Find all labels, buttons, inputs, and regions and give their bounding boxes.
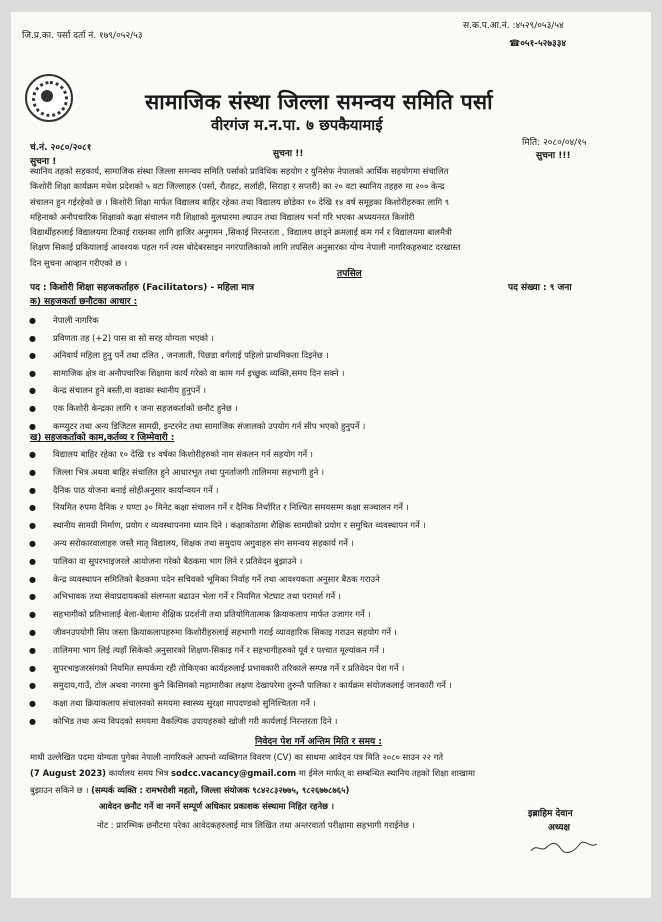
list-item: ● कम्प्युटर तथा अन्य डिजिटल सामग्री, इन्टरनेट तथा सामाजिक संजालको उपयोग गर्न सीप भएको हुनुपर्ने । [25,418,365,436]
notice-left-heading: सुचना ! [30,157,57,167]
list-item: ● समुदाय,गाउँ, टोल अथवा नगरमा कुनै किसिमको महामारीका लक्षण देखापरेमा तुरुन्तै पालिका र कार्यक्रम संयोजकलाई जानकारी गर्ने । [25,677,452,695]
fiscal-year: चं.नं. २०८०/२०८१ [30,143,92,153]
intro-line: विद्यार्थीहरुलाई विद्यालयमा टिकाई राख्नका लागि हाजिर अनुगमन ,सिकाई निरन्तरता , विद्यालय छाड्ने क्रमलाई कम गर्न र विद्यालयमा बालमैत्री [30,227,452,238]
responsibility-list [25,446,452,731]
notice-page [11,12,651,898]
list-item: ● जिल्ला भित्र अथवा बाहिर संचालित हुने आधारभूत तथा पुनर्ताजगी तालिममा सहभागी हुने । [25,464,452,482]
intro-line: दिन सुचना आव्हान गरीएको छ । [30,257,128,268]
intro-line: महिनाको अनौपचारिक शिक्षाको कक्षा संचालन गरी शिक्षाको मुलधारमा ल्याउन तथा विद्यालय भर्ना गरि भएका अध्ययनरत किशोरी [30,211,415,222]
list-item: ● कोभिड तथा अन्य विपदको समयमा वैकल्पिक उपायहरुको खोजी गरी कार्यलाई निरन्तरता दिने । [25,713,452,731]
post-title: पद : किशोरी शिक्षा सहजकर्ताहरु (Facilitators) - महिला मात्र [30,283,255,293]
notice-center-heading: सुचना !! [273,149,304,159]
closing-line-3 [30,785,349,796]
list-item: ● पालिका वा सुपरभाइजरले आयोजना गरेको बैठकमा भाग लिने र प्रतिवेदन बुझाउने । [25,553,452,571]
logo-center [41,90,53,102]
phone-number: ☎०५१-५२७३३४ [509,39,567,49]
tapasil-heading: तपसिल [337,269,362,279]
post-count: पद संख्या : ९ जना [508,283,572,293]
list-item: ● स्थानीय सामग्री निर्माण, प्रयोग र व्यवस्थापनमा ध्यान दिने । कक्षाकोठामा शैक्षिक सामग्रीको प्रयोग र समुचित व्यवस्थापन गर्ने । [25,517,452,535]
signer-title: अध्यक्ष [548,823,570,833]
organization-name: सामाजिक संस्था जिल्ला समन्वय समिति पर्सा [145,90,493,114]
list-item: ● अन्य सरोकारवालाहरु जस्तै मातृ विद्यालय, शिक्षक तथा समुदाय अगुवाहरु संग समन्वय सहकार्य गर्ने । [25,535,452,553]
list-item: ● केन्द्र संचालन हुने बस्ती,वा वडाका स्थानीय हुनुपर्ने । [25,382,365,400]
list-item: ● नियमित रुपमा दैनिक २ घण्टा ३० मिनेट कक्षा संचालन गर्ने र दैनिक निर्धारित र निश्चित समयसम्म कक्षा सञ्चालन गर्ने । [25,499,452,517]
section-a-heading: क) सहजकर्ता छनौटका आधार : [30,297,138,307]
intro-line: शिक्षण सिकाई प्रकियालाई आवश्यक पहल गर्न त्यस बोदेबरसाइन नगरपालिकाको लागि तपसिल अनुसारका योग्य नेपाली नागरिकहरुबाट दरखास्त [30,242,461,253]
closing-line-2-mid: कार्यालय समय भित्र [106,768,172,778]
list-item: ● अभिभावक तथा सेवाप्रदायकको संलग्नता बढाउन भेला गर्ने र नियमित भेटघाट तथा परामर्श गर्ने । [25,588,452,606]
list-item: ● तालिममा भाग लिई त्यहाँ सिकेको अनुसारको शिक्षण-सिकाइ गर्ने र सहभागीहरुको पूर्व र पश्चात मूल्यांकन गर्ने । [25,642,452,660]
notice-date: मिति: २०८०/०४/१५ [522,138,587,148]
intro-paragraph [30,164,638,271]
list-item: ● प्रविणता तह (+2) पास वा सो सरह योग्यता भएको । [25,330,365,348]
list-item: ● सामाजिक क्षेत्र वा अनौपचारिक शिक्षामा कार्य गरेको वा काम गर्न इच्छुक व्यक्ति,समय दिन सक्ने । [25,365,365,383]
list-item: ● दैनिक पाठ योजना बनाई सोहीअनुसार कार्यान्वयन गर्ने । [25,482,452,500]
section-b-heading: ख) सहजकर्ताको काम,कर्तव्य र जिम्मेवारी : [30,433,175,443]
contact-person: (सम्पर्क व्यक्ति : रामभरोशी महतो, जिल्ला संयोजक ९८४२८३२७७५, ९८२६७७८७६५) [91,785,350,795]
registration-number: जि.प्र.का. पर्सा दर्ता नं. १७९/०५२/५३ [22,31,143,41]
intro-line: संचालन हुन गईरहेको छ । किशोरी शिक्षा मार्फत विद्यालय बाहिर रहेका तथा विद्यालय छोडेका १० देखि १४ वर्ष समूहका किशोरीहरुका लागि ९ [30,196,450,207]
list-item: ● कक्षा तथा क्रियाकलाप संचालनको समयमा स्वास्थ्य सुरक्षा मापदण्डको सुनिश्चितता गर्ने । [25,695,452,713]
notice-right-heading: सुचना !!! [536,151,571,161]
signer-name: इब्राहिम देवान [528,809,573,819]
closing-line-4: आवेदन छनौट गर्ने वा नगर्ने सम्पूर्ण अधिकार प्रकाशक संस्थामा निहित रहनेछ । [99,801,335,811]
organization-address: वीरगंज म.न.पा. ७ छपकैयामाई [211,116,383,134]
closing-line-2-end: मा ईमेल मार्फत् वा सम्बन्धित स्थानिय तहको शिक्षा शाखामा [296,768,476,778]
deadline-heading: निवेदन पेश गर्ने अन्तिम मिति र समय : [255,737,382,747]
list-item: ● एक किशोरी केन्द्रका लागि १ जना सहजकर्ताको छनौट हुनेछ । [25,400,365,418]
footnote: नोट : प्रारम्भिक छनौटमा परेका आवेदकहरुलाई मात्र लिखित तथा अन्तरवार्ता परीक्षामा सहभागी गराईनेछ । [97,820,415,830]
list-item: ● विद्यालय बाहिर रहेका १० देखि १४ वर्षका किशोरीहरुको नाम संकलन गर्न सहयोग गर्ने । [25,446,452,464]
swc-number: स.क.प.आ.नं. :४५२९/०५३/५४ [463,21,564,31]
list-item: ● सुपरभाइजरसंगको नियमित सम्पर्कमा रही तोकिएका कार्यहरुलाई प्रभावकारी तरिकाले सम्पन्न गर्ने र प्रतिवेदन पेश गर्ने । [25,660,452,678]
closing-line-3-start: बुझाउन सकिने छ । [30,785,92,795]
list-item: ● अनिवार्य महिला हुनु पर्ने तथा दलित , जनजाती, पिछडा वर्गलाई पहिलो प्राथमिकता दिइनेछ । [25,347,365,365]
organization-logo [25,74,73,122]
list-item: ● नेपाली नागरिक [25,312,365,330]
intro-line: किशोरी शिक्षा कार्यक्रम मधेश प्रदेशको ५ वटा जिल्लाहरु (पर्सा, रौतहट, सर्लाही, सिराहा र सप्तरी) का २० वटा स्थानिय तहहरु मा २०० केन्द्र [30,181,445,192]
list-item: ● सहभागीको प्रतिभालाई बेला-बेलामा शैक्षिक प्रदर्शनी तथा प्रतियोगितात्मक क्रियाकलाप मार्फत उजागर गर्ने । [25,606,452,624]
closing-line-1: माथी उल्लेखित पदमा योग्यता पुगेका नेपाली नागरिकले आफ्नो व्यक्तिगत विवरण (CV) का साथमा आवेदन पत्र मिति २०८० साउन २२ गते [30,752,444,762]
intro-line: स्थानिय तहको सहकार्य, सामाजिक संस्था जिल्ला समन्वय समिति पर्साको प्राविधिक सहयोग र युनिसेफ नेपालको आर्थिक सहयोगमा संचालित [30,166,449,176]
list-item: ● केन्द्र व्यवस्थापन समितिको बैठकमा पदेन सचिवको भूमिका निर्वाह गर्ने तथा आवश्यकता अनुसार बैठक गराउने [25,571,452,589]
qualification-list [25,312,365,435]
application-email[interactable]: sodcc.vacancy@gmail.com [171,768,297,778]
closing-line-2 [30,768,475,779]
list-item: ● जीवनउपयोगी सिप जस्ता क्रियाकलापहरुमा किशोरीहरुलाई सहभागी गराई व्यावहारिक सिकाइ गराउन सहयोग गर्ने । [25,624,452,642]
deadline-date: (7 August 2023) [30,768,107,778]
handwritten-signature [529,841,599,855]
